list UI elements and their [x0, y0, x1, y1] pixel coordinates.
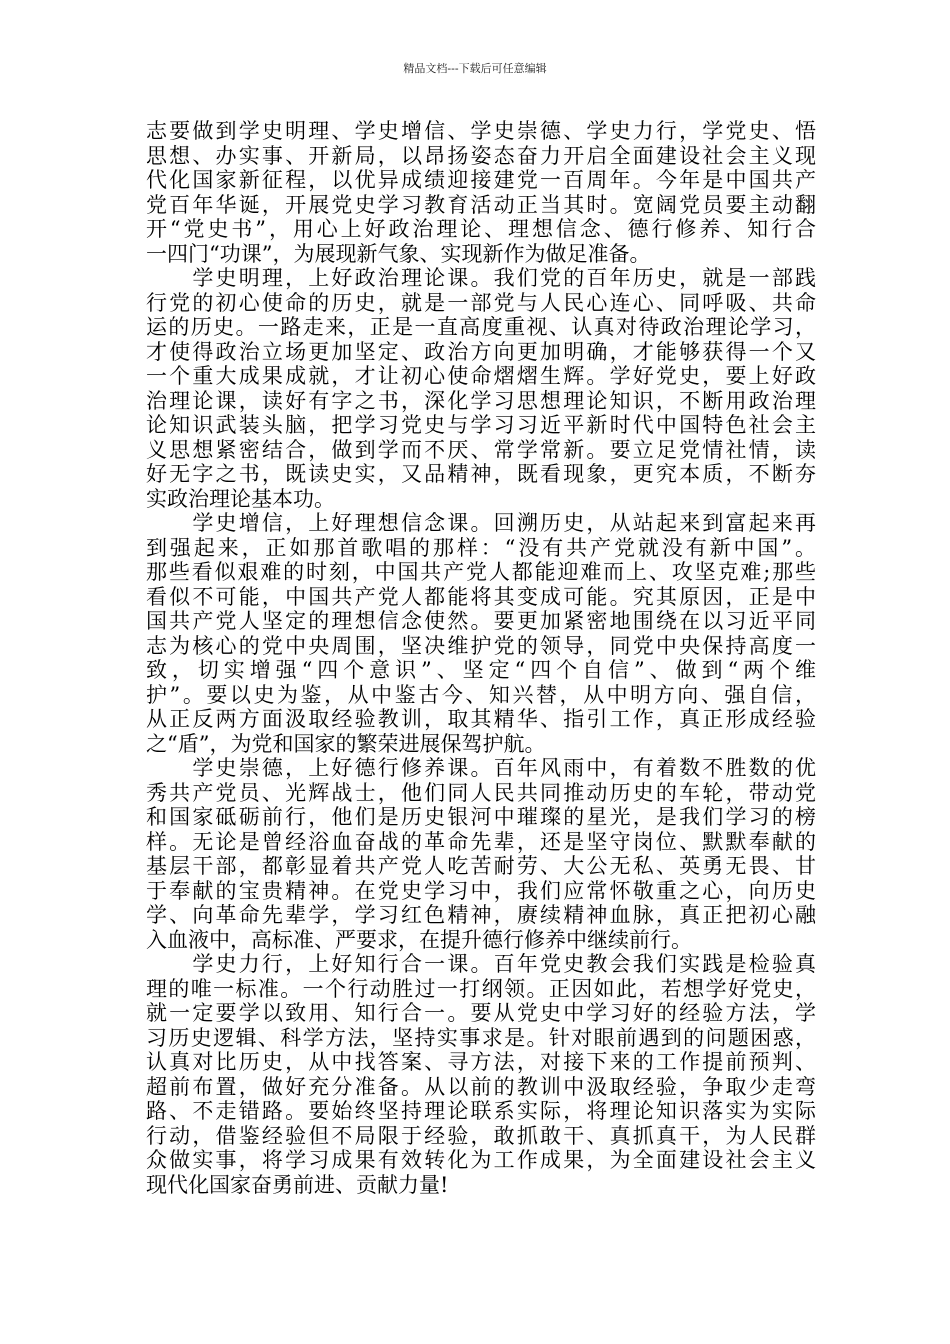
text-line: 才使得政治立场更加坚定、政治方向更加明确，才能够获得一个又 [146, 339, 816, 364]
text-line: 就一定要学以致用、知行合一。要从党史中学习好的经验方法，学 [146, 1001, 816, 1025]
text-line: 学史明理，上好政治理论课。我们党的百年历史，就是一部践 [146, 266, 816, 290]
text-line: 党百年华诞，开展党史学习教育活动正当其时。宽阔党员要主动翻 [146, 192, 816, 217]
text-line: 习历史逻辑、科学方法，坚持实事求是。针对眼前遇到的问题困惑， [146, 1025, 816, 1050]
text-line: 样。无论是曾经浴血奋战的革命先辈，还是坚守岗位、默默奉献的 [146, 829, 816, 854]
text-line: 众做实事，将学习成果有效转化为工作成果，为全面建设社会主义 [146, 1148, 816, 1172]
text-line: 一个重大成果成就，才让初心使命熠熠生辉。学好党史，要上好政 [146, 364, 816, 388]
text-line: 路、不走错路。要始终坚持理论联系实际，将理论知识落实为实际 [146, 1099, 816, 1123]
text-line: 从正反两方面汲取经验教训，取其精华、指引工作，真正形成经验 [146, 707, 816, 731]
text-line: 行党的初心使命的历史，就是一部党与人民心连心、同呼吸、共命 [146, 290, 816, 315]
text-line: 国共产党人坚定的理想信念使然。要更加紧密地围绕在以习近平同 [146, 609, 816, 633]
text-line: 义思想紧密结合，做到学而不厌、常学常新。要立足党情社情，读 [146, 437, 816, 462]
text-line: 行动，借鉴经验但不局限于经验，敢抓敢干、真抓真干，为人民群 [146, 1123, 816, 1148]
text-line: 治理论课，读好有字之书，深化学习思想理论知识，不断用政治理 [146, 388, 816, 413]
text-line: 一四门“功课”，为展现新气象、实现新作为做足准备。 [146, 241, 651, 266]
text-line: 志为核心的党中央周围，坚决维护党的领导，同党中央保持高度一 [146, 633, 816, 658]
text-line: 学、向革命先辈学，学习红色精神，赓续精神血脉，真正把初心融 [146, 903, 816, 927]
text-line: 学史增信，上好理想信念课。回溯历史，从站起来到富起来再 [146, 511, 816, 535]
page-header: 精品文档---下载后可任意编辑 [403, 62, 547, 75]
text-line: 那些看似艰难的时刻，中国共产党人都能迎难而上、攻坚克难;那些 [146, 560, 816, 584]
text-line: 致，切实增强“四个意识”、坚定“四个自信”、做到“两个维 [146, 658, 816, 682]
document-body [146, 119, 816, 1197]
text-line: 代化国家新征程，以优异成绩迎接建党一百周年。今年是中国共产 [146, 168, 816, 192]
text-line: 于奉献的宝贵精神。在党史学习中，我们应常怀敬重之心，向历史 [146, 878, 816, 903]
text-line: 志要做到学史明理、学史增信、学史崇德、学史力行，学党史、悟 [146, 119, 816, 143]
text-line: 好无字之书，既读史实，又品精神，既看现象，更究本质，不断夯 [146, 462, 816, 486]
text-line: 理的唯一标准。一个行动胜过一打纲领。正因如此，若想学好党史， [146, 976, 816, 1001]
text-line: 基层干部，都彰显着共产党人吃苦耐劳、大公无私、英勇无畏、甘 [146, 854, 816, 878]
text-line: 开“党史书”，用心上好政治理论、理想信念、德行修养、知行合 [146, 217, 816, 241]
text-line: 到强起来，正如那首歌唱的那样：“没有共产党就没有新中国”。 [146, 535, 816, 560]
text-line: 之“盾”，为党和国家的繁荣进展保驾护航。 [146, 731, 546, 756]
text-line: 论知识武装头脑，把学习党史与学习习近平新时代中国特色社会主 [146, 413, 816, 437]
text-line: 认真对比历史，从中找答案、寻方法，对接下来的工作提前预判、 [146, 1050, 816, 1074]
text-line: 学史力行，上好知行合一课。百年党史教会我们实践是检验真 [146, 952, 816, 976]
text-line: 秀共产党员、光辉战士，他们同人民共同推动历史的车轮，带动党 [146, 780, 816, 805]
text-line: 和国家砥砺前行，他们是历史银河中璀璨的星光，是我们学习的榜 [146, 805, 816, 829]
text-line: 看似不可能，中国共产党人都能将其变成可能。究其原因，正是中 [146, 584, 816, 609]
text-line: 实政治理论基本功。 [146, 486, 335, 511]
text-line: 现代化国家奋勇前进、贡献力量! [146, 1172, 449, 1197]
text-line: 学史崇德，上好德行修养课。百年风雨中，有着数不胜数的优 [146, 756, 816, 780]
text-line: 超前布置，做好充分准备。从以前的教训中汲取经验，争取少走弯 [146, 1074, 816, 1099]
text-line: 思想、办实事、开新局，以昂扬姿态奋力开启全面建设社会主义现 [146, 143, 816, 168]
text-line: 入血液中，高标准、严要求，在提升德行修养中继续前行。 [146, 927, 692, 952]
text-line: 护”。要以史为鉴，从中鉴古今、知兴替，从中明方向、强自信， [146, 682, 816, 707]
text-line: 运的历史。一路走来，正是一直高度重视、认真对待政治理论学习， [146, 315, 816, 339]
